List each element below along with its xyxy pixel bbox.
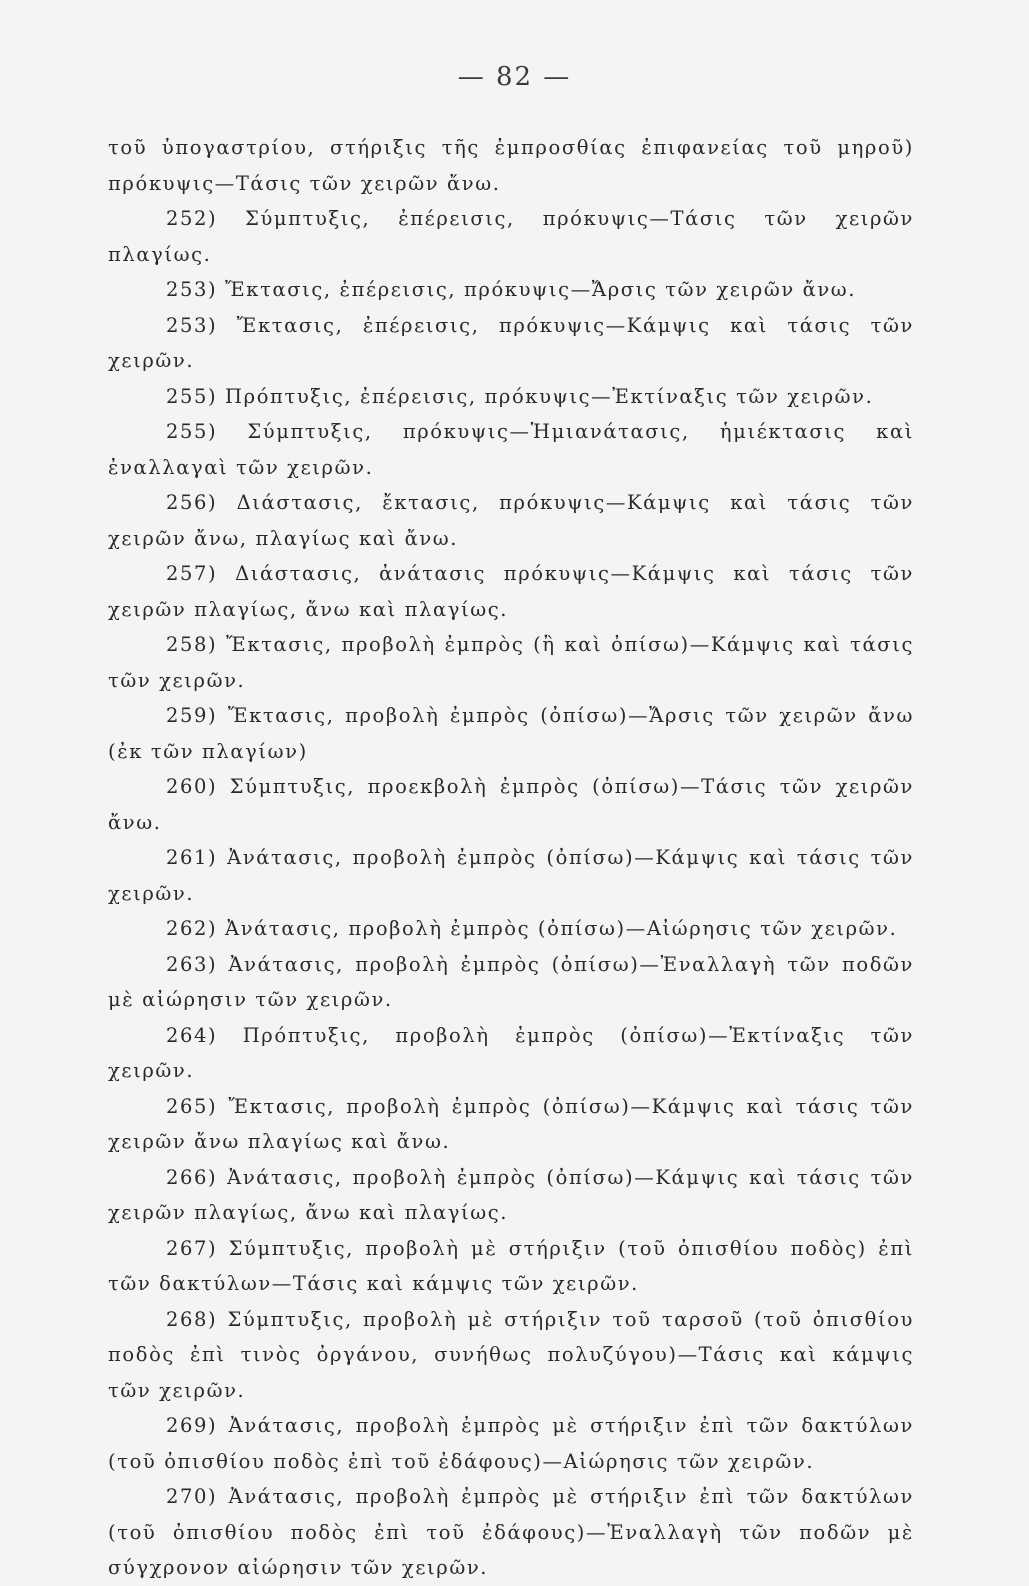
body-text	[108, 130, 914, 1586]
exercise-paragraph: 258) Ἔκτασις, προβολὴ ἐμπρὸς (ἢ καὶ ὀπίσω)—Κάμψις καὶ τάσις τῶν χειρῶν.	[108, 633, 914, 692]
exercise-paragraph: 253) Ἔκτασις, ἐπέρεισις, πρόκυψις—Ἄρσις τῶν χειρῶν ἄνω.	[166, 278, 857, 301]
exercise-paragraph: 252) Σύμπτυξις, ἐπέρεισις, πρόκυψις—Τάσις τῶν χειρῶν πλαγίως.	[108, 207, 914, 266]
exercise-paragraph: 263) Ἀνάτασις, προβολὴ ἐμπρὸς (ὀπίσω)—Ἐναλλαγὴ τῶν ποδῶν μὲ αἰώρησιν τῶν χειρῶν.	[108, 952, 914, 1011]
exercise-paragraph: 255) Πρόπτυξις, ἐπέρεισις, πρόκυψις—Ἐκτίναξις τῶν χειρῶν.	[166, 384, 874, 408]
exercise-paragraph: 256) Διάστασις, ἔκτασις, πρόκυψις—Κάμψις καὶ τάσις τῶν χειρῶν ἄνω, πλαγίως καὶ ἄνω.	[108, 491, 914, 550]
exercise-paragraph: 269) Ἀνάτασις, προβολὴ ἐμπρὸς μὲ στήριξιν ἐπὶ τῶν δακτύλων (τοῦ ὀπισθίου ποδὸς ἐπὶ τοῦ ἐδάφους)—Αἰώρησις τῶν χειρῶν.	[108, 1414, 914, 1473]
page-number: — 82 —	[457, 62, 572, 92]
exercise-paragraph: τοῦ ὑπογαστρίου, στήριξις τῆς ἐμπροσθίας ἐπιφανείας τοῦ μηροῦ) πρόκυψις—Τάσις τῶν χειρῶν ἄνω.	[108, 136, 914, 195]
exercise-paragraph: 261) Ἀνάτασις, προβολὴ ἐμπρὸς (ὀπίσω)—Κάμψις καὶ τάσις τῶν χειρῶν.	[108, 846, 914, 905]
exercise-paragraph: 257) Διάστασις, ἀνάτασις πρόκυψις—Κάμψις καὶ τάσις τῶν χειρῶν πλαγίως, ἄνω καὶ πλαγίως.	[108, 562, 914, 621]
exercise-paragraph: 265) Ἔκτασις, προβολὴ ἐμπρὸς (ὀπίσω)—Κάμψις καὶ τάσις τῶν χειρῶν ἄνω πλαγίως καὶ ἄνω.	[108, 1094, 914, 1153]
exercise-paragraph: 268) Σύμπτυξις, προβολὴ μὲ στήριξιν τοῦ ταρσοῦ (τοῦ ὀπισθίου ποδὸς ἐπὶ τινὸς ὀργάνου, συνήθως πολυζύγου)—Τάσις καὶ κάμψις τῶν χειρῶν.	[108, 1307, 914, 1402]
exercise-paragraph: 262) Ἀνάτασις, προβολὴ ἐμπρὸς (ὀπίσω)—Αἰώρησις τῶν χειρῶν.	[166, 917, 898, 940]
exercise-paragraph: 267) Σύμπτυξις, προβολὴ μὲ στήριξιν (τοῦ ὀπισθίου ποδὸς) ἐπὶ τῶν δακτύλων—Τάσις καὶ κάμψις τῶν χειρῶν.	[108, 1236, 914, 1295]
exercise-paragraph: 266) Ἀνάτασις, προβολὴ ἐμπρὸς (ὀπίσω)—Κάμψις καὶ τάσις τῶν χειρῶν πλαγίως, ἄνω καὶ πλαγίως.	[108, 1165, 914, 1224]
exercise-paragraph: 260) Σύμπτυξις, προεκβολὴ ἐμπρὸς (ὀπίσω)—Τάσις τῶν χειρῶν ἄνω.	[108, 775, 914, 834]
exercise-paragraph: 264) Πρόπτυξις, προβολὴ ἐμπρὸς (ὀπίσω)—Ἐκτίναξις τῶν χειρῶν.	[108, 1023, 914, 1082]
exercise-paragraph: 255) Σύμπτυξις, πρόκυψις—Ἡμιανάτασις, ἡμιέκτασις καὶ ἐναλλαγαὶ τῶν χειρῶν.	[108, 420, 914, 479]
exercise-paragraph: 253) Ἔκτασις, ἐπέρεισις, πρόκυψις—Κάμψις καὶ τάσις τῶν χειρῶν.	[108, 313, 914, 372]
exercise-paragraph: 270) Ἀνάτασις, προβολὴ ἐμπρὸς μὲ στήριξιν ἐπὶ τῶν δακτύλων (τοῦ ὀπισθίου ποδὸς ἐπὶ τοῦ ἐδάφους)—Ἐναλλαγὴ τῶν ποδῶν μὲ σύγχρονον αἰώρησιν τῶν χειρῶν.	[108, 1485, 914, 1579]
exercise-paragraph: 259) Ἔκτασις, προβολὴ ἐμπρὸς (ὀπίσω)—Ἄρσις τῶν χειρῶν ἄνω (ἐκ τῶν πλαγίων)	[108, 704, 914, 763]
